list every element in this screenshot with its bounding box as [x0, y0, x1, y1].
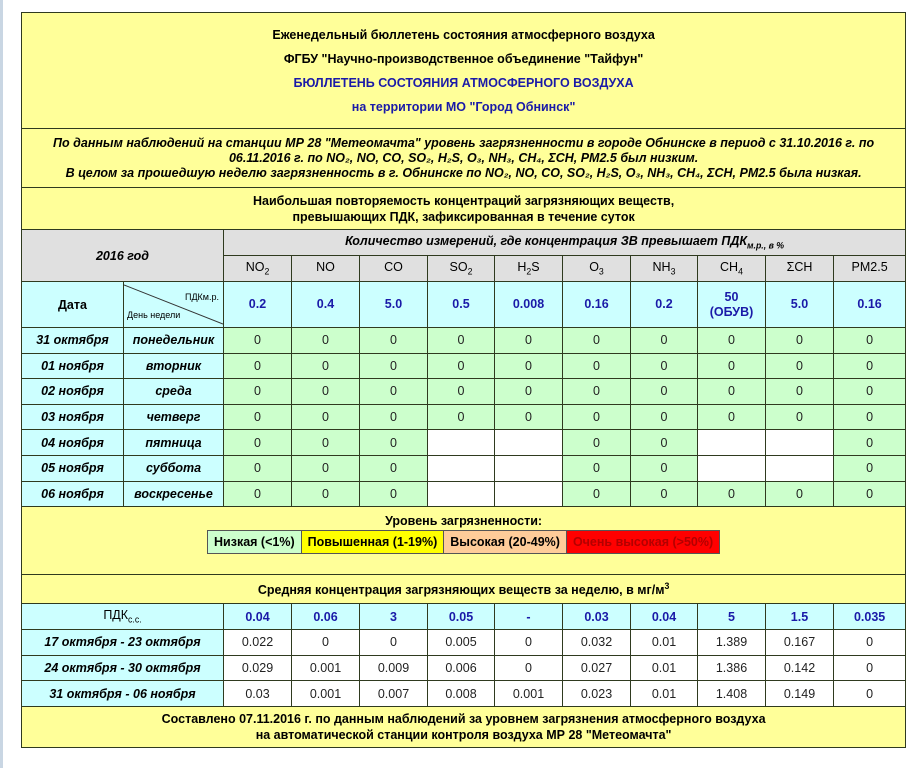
- exceedance-value-cell: 0: [834, 328, 906, 354]
- year-label: 2016 год: [22, 230, 224, 282]
- exceedance-value-cell: 0: [631, 430, 698, 456]
- pdk-ss-value: 0.06: [292, 604, 360, 630]
- weekly-section-title: Средняя концентрация загрязняющих веществ за неделю, в $мг/м^3$: [22, 575, 906, 604]
- exceedance-value-cell: 0: [360, 481, 428, 507]
- concentration-cell: 0: [834, 681, 906, 707]
- exceedance-value-cell: 0: [631, 328, 698, 354]
- concentration-cell: 0.032: [563, 630, 631, 656]
- pdk-ss-value: 1.5: [766, 604, 834, 630]
- exceedance-value-cell: 0: [428, 379, 495, 405]
- empty-value-cell: [428, 430, 495, 456]
- period-cell: 31 октября - 06 ноября: [22, 681, 224, 707]
- pdk-mr-row: [22, 282, 906, 328]
- exceedance-value-cell: 0: [563, 455, 631, 481]
- exceedance-value-cell: 0: [631, 353, 698, 379]
- concentration-cell: 0: [360, 630, 428, 656]
- empty-value-cell: [698, 430, 766, 456]
- weekly-row: [22, 681, 906, 707]
- weekday-cell: воскресенье: [124, 481, 224, 507]
- exceedance-value-cell: 0: [834, 430, 906, 456]
- weekly-row: [22, 630, 906, 656]
- concentration-cell: 1.389: [698, 630, 766, 656]
- empty-value-cell: [766, 455, 834, 481]
- daily-row: [22, 455, 906, 481]
- exceedance-value-cell: 0: [428, 328, 495, 354]
- diag-pdk-label: ПДКм.р.: [184, 292, 219, 302]
- summary-block: [22, 129, 906, 188]
- daily-row: [22, 379, 906, 405]
- pollutant-header: $SO_2$: [428, 256, 495, 282]
- concentration-cell: 0.01: [631, 655, 698, 681]
- concentration-cell: 0.008: [428, 681, 495, 707]
- legend-elevated: Повышенная (1-19%): [302, 531, 445, 553]
- exceedance-value-cell: 0: [766, 379, 834, 405]
- exceedance-value-cell: 0: [563, 379, 631, 405]
- exceedance-value-cell: 0: [563, 328, 631, 354]
- exceedance-value-cell: 0: [495, 328, 563, 354]
- concentration-cell: 0.01: [631, 630, 698, 656]
- concentration-cell: 1.408: [698, 681, 766, 707]
- exceedance-value-cell: 0: [224, 328, 292, 354]
- daily-title-line-2: превышающих ПДК, зафиксированная в течение суток: [292, 209, 635, 224]
- exceedance-value-cell: 0: [766, 328, 834, 354]
- exceedance-value-cell: 0: [224, 379, 292, 405]
- weekly-rows: [22, 630, 906, 707]
- daily-row: [22, 430, 906, 456]
- legend-section: [22, 507, 906, 575]
- exceedance-value-cell: 0: [292, 430, 360, 456]
- exceedance-value-cell: 0: [360, 404, 428, 430]
- exceedance-value-cell: 0: [563, 404, 631, 430]
- legend-title: Уровень загрязненности:: [385, 513, 543, 528]
- weekday-cell: четверг: [124, 404, 224, 430]
- legend: [207, 530, 720, 554]
- exceedance-value-cell: 0: [563, 430, 631, 456]
- concentration-cell: 1.386: [698, 655, 766, 681]
- exceedance-value-cell: 0: [631, 455, 698, 481]
- daily-row: [22, 404, 906, 430]
- pollutant-header: ΣCH: [766, 256, 834, 282]
- exceedance-value-cell: 0: [631, 379, 698, 405]
- exceedance-value-cell: 0: [360, 379, 428, 405]
- concentration-cell: 0.001: [292, 655, 360, 681]
- pdk-ss-label: $ПДК_{с.с.}$: [22, 604, 224, 630]
- pdk-mr-value: 50 (ОБУВ): [698, 282, 766, 328]
- pollutant-header: NO: [292, 256, 360, 282]
- date-cell: 03 ноября: [22, 404, 124, 430]
- exceedance-value-cell: 0: [834, 404, 906, 430]
- pdk-ss-value: 0.04: [631, 604, 698, 630]
- pdk-ss-value: 0.03: [563, 604, 631, 630]
- header-line-1: Еженедельный бюллетень состояния атмосферного воздуха: [272, 27, 655, 42]
- exceedance-value-cell: 0: [698, 379, 766, 405]
- exceedance-value-cell: 0: [224, 353, 292, 379]
- legend-low: Низкая (<1%): [208, 531, 302, 553]
- concentration-cell: 0.001: [495, 681, 563, 707]
- concentration-cell: 0.001: [292, 681, 360, 707]
- weekly-row: [22, 655, 906, 681]
- exceedance-value-cell: 0: [834, 353, 906, 379]
- date-cell: 31 октября: [22, 328, 124, 354]
- summary-line-1: По данным наблюдений на станции МР 28 "Метеомачта" уровень загрязненности в городе Обнинске в период с 31.10.2016 г. по: [53, 135, 875, 150]
- empty-value-cell: [428, 481, 495, 507]
- footer-line-1: Составлено 07.11.2016 г. по данным наблюдений за уровнем загрязнения атмосферного воздуха: [161, 711, 766, 726]
- period-cell: 24 октября - 30 октября: [22, 655, 224, 681]
- concentration-cell: 0.027: [563, 655, 631, 681]
- date-cell: 02 ноября: [22, 379, 124, 405]
- summary-line-3: В целом за прошедшую неделю загрязненность в г. Обнинске по NO₂, NO, CO, SO₂, H₂S, O₃, NH₃, CH₄, ΣCH, PM2.5 была низкая.: [65, 165, 862, 180]
- footer-line-2: на автоматической станции контроля воздуха МР 28 "Метеомачта": [255, 727, 672, 742]
- legend-high: Высокая (20-49%): [444, 531, 567, 553]
- exceedance-value-cell: 0: [834, 379, 906, 405]
- exceedance-value-cell: 0: [292, 455, 360, 481]
- empty-value-cell: [495, 481, 563, 507]
- concentration-cell: 0: [834, 630, 906, 656]
- pdk-ss-value: -: [495, 604, 563, 630]
- exceedance-value-cell: 0: [698, 328, 766, 354]
- concentration-cell: 0.006: [428, 655, 495, 681]
- window-edge: [0, 0, 3, 768]
- footer: [22, 706, 906, 747]
- exceedance-value-cell: 0: [360, 455, 428, 481]
- pdk-mr-value: 0.16: [834, 282, 906, 328]
- legend-very-high: Очень высокая (>50%): [567, 531, 719, 553]
- weekday-cell: суббота: [124, 455, 224, 481]
- concentration-cell: 0.01: [631, 681, 698, 707]
- exceedance-value-cell: 0: [292, 379, 360, 405]
- diagonal-header-cell: [124, 282, 224, 328]
- pdk-mr-value: 0.008: [495, 282, 563, 328]
- exceedance-value-cell: 0: [292, 328, 360, 354]
- concentration-cell: 0: [292, 630, 360, 656]
- empty-value-cell: [495, 430, 563, 456]
- measure-label: Количество измерений, где концентрация ЗВ превышает $ПДК_{м.р., в \%}$: [224, 230, 906, 256]
- date-cell: 04 ноября: [22, 430, 124, 456]
- concentration-cell: 0.167: [766, 630, 834, 656]
- exceedance-value-cell: 0: [360, 328, 428, 354]
- concentration-cell: 0.023: [563, 681, 631, 707]
- empty-value-cell: [428, 455, 495, 481]
- pdk-mr-value: 5.0: [766, 282, 834, 328]
- exceedance-value-cell: 0: [766, 404, 834, 430]
- exceedance-value-cell: 0: [766, 353, 834, 379]
- pdk-ss-value: 0.04: [224, 604, 292, 630]
- pdk-ss-row: [22, 604, 906, 630]
- header-title: БЮЛЛЕТЕНЬ СОСТОЯНИЯ АТМОСФЕРНОГО ВОЗДУХА: [293, 75, 634, 90]
- bulletin-table: [21, 12, 906, 748]
- weekday-cell: среда: [124, 379, 224, 405]
- concentration-cell: 0.022: [224, 630, 292, 656]
- daily-row: [22, 481, 906, 507]
- pdk-mr-value: 0.2: [631, 282, 698, 328]
- pdk-ss-value: 0.035: [834, 604, 906, 630]
- exceedance-value-cell: 0: [698, 481, 766, 507]
- daily-title-line-1: Наибольшая повторяемость концентраций загрязняющих веществ,: [252, 193, 675, 208]
- exceedance-value-cell: 0: [428, 404, 495, 430]
- concentration-cell: 0: [495, 630, 563, 656]
- concentration-cell: 0.009: [360, 655, 428, 681]
- concentration-cell: 0: [495, 655, 563, 681]
- daily-rows: [22, 328, 906, 507]
- exceedance-value-cell: 0: [428, 353, 495, 379]
- exceedance-value-cell: 0: [224, 404, 292, 430]
- concentration-cell: 0.005: [428, 630, 495, 656]
- pdk-ss-value: 0.05: [428, 604, 495, 630]
- pdk-mr-value: 0.4: [292, 282, 360, 328]
- date-column-label: Дата: [22, 282, 124, 328]
- daily-row: [22, 328, 906, 354]
- pdk-ss-value: 5: [698, 604, 766, 630]
- pollutant-header: PM2.5: [834, 256, 906, 282]
- bulletin-header: [22, 13, 906, 129]
- exceedance-value-cell: 0: [766, 481, 834, 507]
- empty-value-cell: [495, 455, 563, 481]
- pollutant-header: CO: [360, 256, 428, 282]
- pdk-mr-value: 5.0: [360, 282, 428, 328]
- exceedance-value-cell: 0: [495, 404, 563, 430]
- exceedance-value-cell: 0: [292, 481, 360, 507]
- exceedance-value-cell: 0: [631, 404, 698, 430]
- daily-row: [22, 353, 906, 379]
- date-cell: 05 ноября: [22, 455, 124, 481]
- exceedance-value-cell: 0: [834, 455, 906, 481]
- concentration-cell: 0.007: [360, 681, 428, 707]
- pollutant-header: $CH_4$: [698, 256, 766, 282]
- pdk-mr-value: 0.2: [224, 282, 292, 328]
- exceedance-value-cell: 0: [292, 353, 360, 379]
- concentration-cell: 0.149: [766, 681, 834, 707]
- exceedance-value-cell: 0: [495, 353, 563, 379]
- concentration-cell: 0: [834, 655, 906, 681]
- exceedance-value-cell: 0: [563, 481, 631, 507]
- daily-section-title: [22, 188, 906, 230]
- exceedance-value-cell: 0: [495, 379, 563, 405]
- exceedance-value-cell: 0: [224, 481, 292, 507]
- diag-weekday-label: День недели: [127, 310, 181, 320]
- pdk-ss-value: 3: [360, 604, 428, 630]
- exceedance-value-cell: 0: [224, 430, 292, 456]
- concentration-cell: 0.029: [224, 655, 292, 681]
- pollutant-header: $NO_2$: [224, 256, 292, 282]
- pollutant-header: $O_3$: [563, 256, 631, 282]
- pdk-mr-value: 0.5: [428, 282, 495, 328]
- concentration-cell: 0.03: [224, 681, 292, 707]
- pollutant-header: $NH_3$: [631, 256, 698, 282]
- weekday-cell: понедельник: [124, 328, 224, 354]
- pdk-mr-value: 0.16: [563, 282, 631, 328]
- exceedance-value-cell: 0: [563, 353, 631, 379]
- exceedance-value-cell: 0: [360, 430, 428, 456]
- weekday-cell: пятница: [124, 430, 224, 456]
- date-cell: 01 ноября: [22, 353, 124, 379]
- summary-line-2: 06.11.2016 г. по NO₂, NO, CO, SO₂, H₂S, O₃, NH₃, CH₄, ΣCH, PM2.5 был низким.: [228, 150, 699, 165]
- exceedance-value-cell: 0: [360, 353, 428, 379]
- exceedance-value-cell: 0: [224, 455, 292, 481]
- exceedance-value-cell: 0: [834, 481, 906, 507]
- exceedance-value-cell: 0: [698, 353, 766, 379]
- exceedance-value-cell: 0: [292, 404, 360, 430]
- concentration-cell: 0.142: [766, 655, 834, 681]
- date-cell: 06 ноября: [22, 481, 124, 507]
- header-org: ФГБУ "Научно-производственное объединение "Тайфун": [283, 51, 644, 66]
- empty-value-cell: [698, 455, 766, 481]
- empty-value-cell: [766, 430, 834, 456]
- weekday-cell: вторник: [124, 353, 224, 379]
- header-territory: на территории МО "Город Обнинск": [351, 99, 576, 114]
- pollutant-header: $H_2S$: [495, 256, 563, 282]
- exceedance-value-cell: 0: [631, 481, 698, 507]
- diagonal-line: [124, 282, 223, 327]
- period-cell: 17 октября - 23 октября: [22, 630, 224, 656]
- exceedance-value-cell: 0: [698, 404, 766, 430]
